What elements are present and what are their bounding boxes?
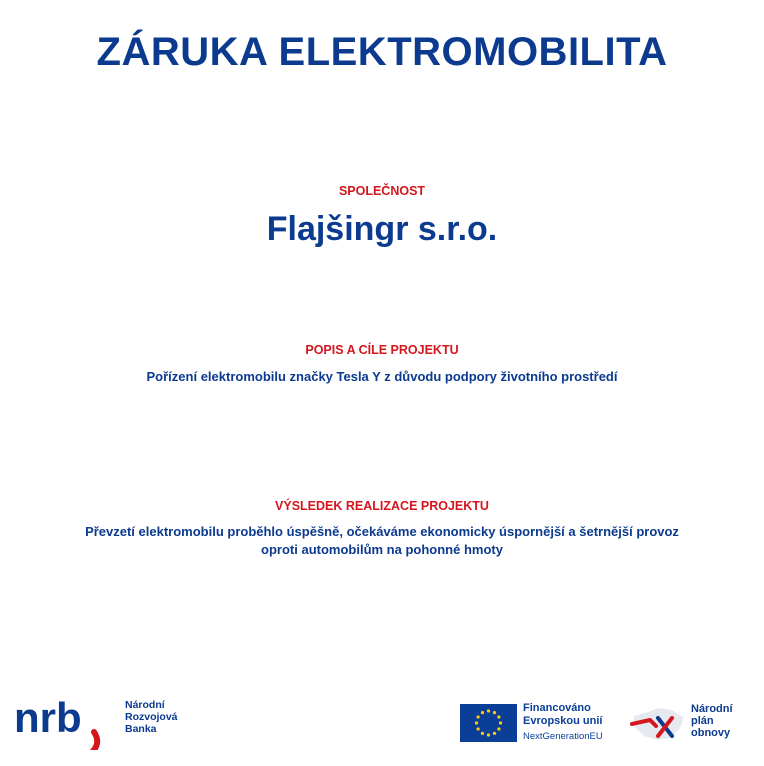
eu-star-icon	[481, 732, 484, 735]
eu-star-icon	[493, 711, 496, 714]
svg-text:nrb: nrb	[14, 694, 82, 741]
eu-star-icon	[477, 727, 480, 730]
npo-logo-icon	[628, 700, 690, 748]
eu-star-icon	[493, 732, 496, 735]
npo-name: Národní plán obnovy	[691, 703, 733, 739]
eu-star-icon	[499, 721, 502, 724]
eu-flag-icon	[460, 704, 517, 742]
eu-star-icon	[487, 709, 490, 712]
footer-logos	[0, 684, 764, 754]
eu-star-icon	[481, 711, 484, 714]
project-label: POPIS A CÍLE PROJEKTU	[305, 343, 459, 357]
result-line-2: oproti automobilům na pohonné hmoty	[261, 542, 503, 557]
result-label: VÝSLEDEK REALIZACE PROJEKTU	[275, 499, 489, 513]
nrb-logo	[14, 692, 124, 750]
nrb-name: Národní Rozvojová Banka	[125, 699, 178, 735]
company-label: SPOLEČNOST	[338, 184, 426, 198]
eu-star-icon	[475, 721, 478, 724]
company-name: Flajšingr s.r.o.	[266, 210, 498, 248]
result-line-1: Převzetí elektromobilu proběhlo úspěšně, očekáváme ekonomicky úspornější a šetrnější provoz	[85, 524, 679, 539]
project-description: Pořízení elektromobilu značky Tesla Y z důvodu podpory životního prostředí	[146, 369, 618, 384]
eu-funding-text: Financováno Evropskou unií NextGenerationEU	[523, 702, 603, 742]
eu-star-icon	[487, 733, 490, 736]
eu-star-icon	[497, 727, 500, 730]
eu-star-icon	[477, 715, 480, 718]
eu-star-icon	[497, 715, 500, 718]
page-title: ZÁRUKA ELEKTROMOBILITA	[96, 30, 668, 74]
